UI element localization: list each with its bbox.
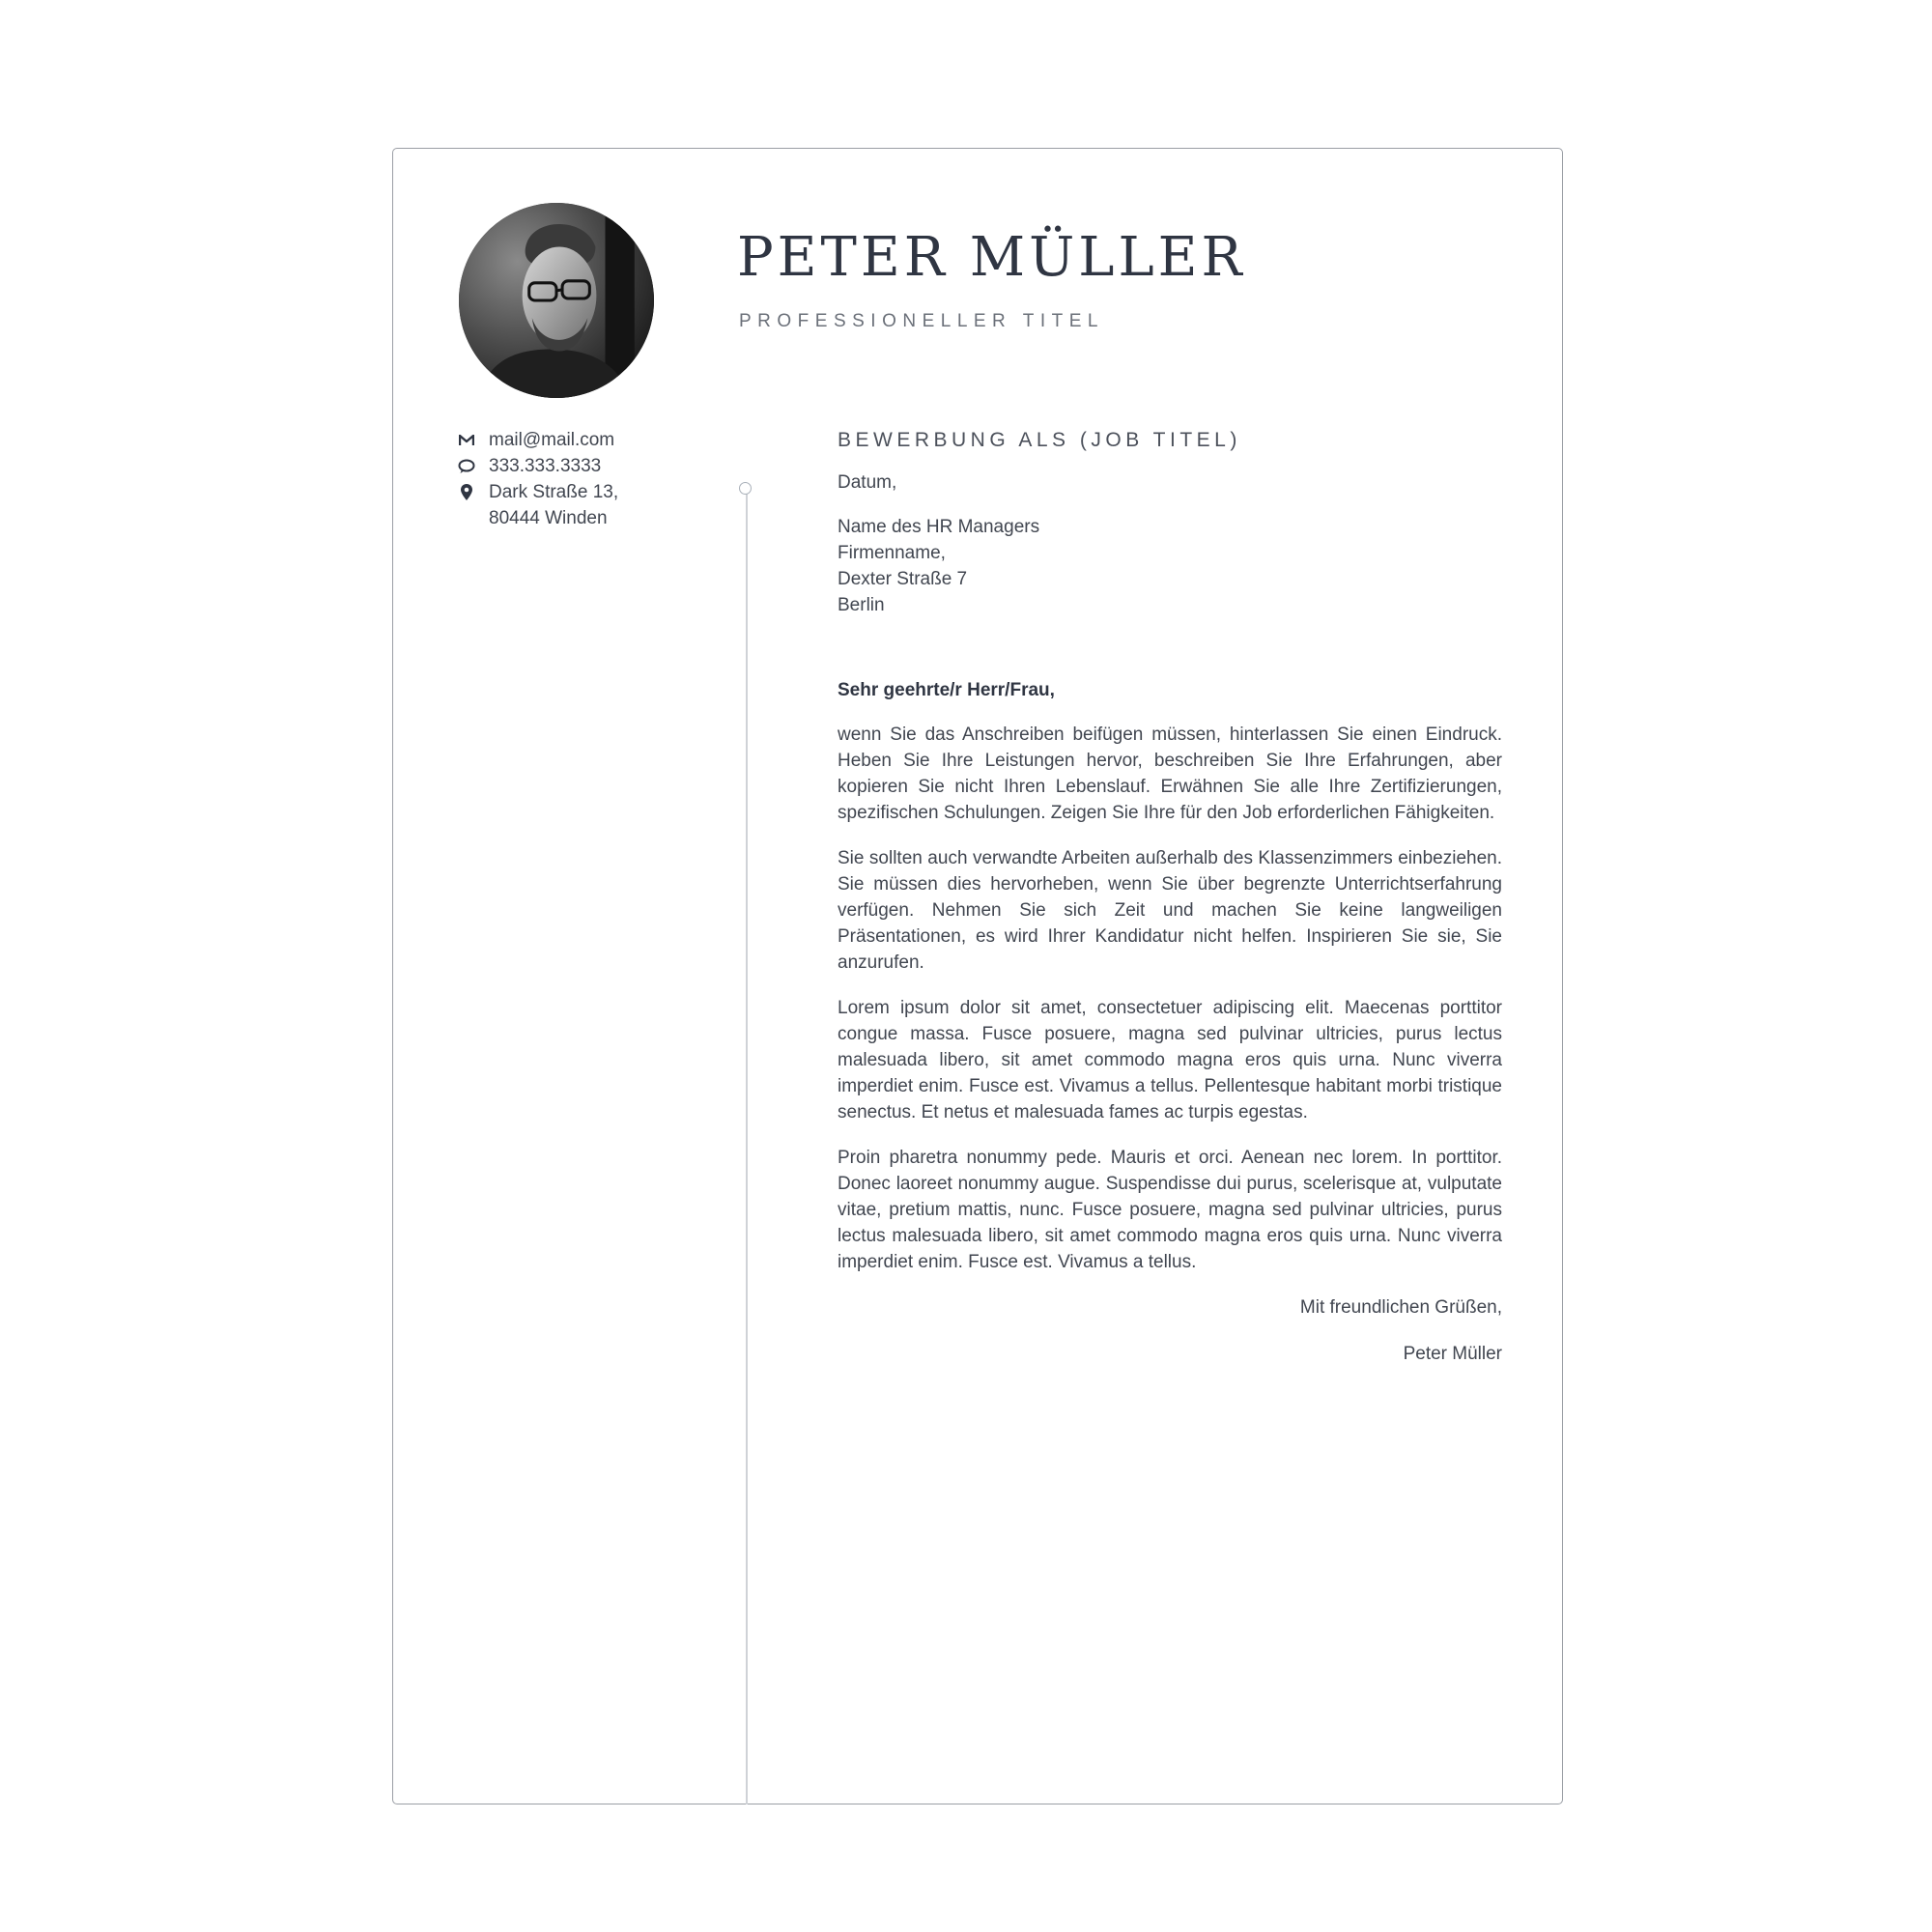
address-line-2: 80444 Winden (489, 508, 608, 528)
signature-name: Peter Müller (1403, 1344, 1502, 1364)
phone-text: 333.333.3333 (489, 456, 602, 476)
address-line-1: Dark Straße 13, (489, 482, 619, 502)
closing-line: Mit freundlichen Grüßen, (1299, 1297, 1502, 1318)
recipient-line: Name des HR Managers (838, 517, 1040, 537)
timeline-dot (739, 482, 752, 495)
letter-body (838, 427, 1502, 1367)
salutation: Sehr geehrte/r Herr/Frau, (838, 680, 1055, 700)
profile-photo (459, 203, 654, 398)
email-text: mail@mail.com (489, 430, 615, 450)
body-paragraph: Proin pharetra nonummy pede. Mauris et orci. Aenean nec lorem. In porttitor. Donec laoreet nonummy augue. Suspendisse dui purus, scelerisque at, vulputate vitae, pretium mattis, nunc. Fusce posuere, magna sed pulvinar ultricies, purus lectus malesuada libero, sit amet commodo magna eros quis urna. Nunc viverra imperdiet enim. Fusce est. Vivamus a tellus. (838, 1148, 1502, 1272)
body-paragraph: Sie sollten auch verwandte Arbeiten außerhalb des Klassenzimmers einbeziehen. Sie müssen dies hervorheben, wenn Sie über begrenzte Unterrichtserfahrung verfügen. Nehmen Sie sich Zeit und machen Sie keine langweiligen Präsentationen, es wird Ihrer Kandidatur nicht helfen. Inspirieren Sie sie, Sie anzurufen. (838, 848, 1502, 973)
contact-email (457, 427, 618, 453)
recipient-line: Dexter Straße 7 (838, 569, 968, 589)
body-paragraph: Lorem ipsum dolor sit amet, consectetuer adipiscing elit. Maecenas porttitor congue massa. Fusce posuere, magna sed pulvinar ultricies, purus lectus malesuada libero, sit amet commodo magna eros quis urna. Nunc viverra imperdiet enim. Fusce est. Vivamus a tellus. Pellentesque habitant morbi tristique senectus. Et netus et malesuada fames ac turpis egestas. (838, 998, 1502, 1122)
location-pin-icon (457, 479, 476, 505)
recipient-address (838, 514, 1502, 618)
portrait-image (459, 203, 654, 398)
contact-phone (457, 453, 618, 479)
cover-letter-page (392, 148, 1563, 1804)
speech-bubble-icon (457, 453, 476, 479)
body-paragraph: wenn Sie das Anschreiben beifügen müssen, hinterlassen Sie einen Eindruck. Heben Sie Ihre Leistungen hervor, beschreiben Sie Ihre Erfahrungen, aber kopieren Sie nicht Ihren Lebenslauf. Erwähnen Sie alle Ihre Zertifizierungen, spezifischen Schulungen. Zeigen Sie Ihre für den Job erforderlichen Fähigkeiten. (838, 724, 1502, 823)
applicant-name: PETER MÜLLER (737, 226, 1246, 289)
mail-icon (457, 427, 476, 453)
job-title-heading: BEWERBUNG ALS (JOB TITEL) (838, 429, 1241, 451)
address-text (489, 479, 618, 531)
contact-address (457, 479, 618, 531)
contact-info (457, 427, 618, 531)
timeline-line (746, 489, 748, 1804)
recipient-line: Firmenname, (838, 543, 946, 563)
date-line: Datum, (838, 472, 897, 493)
professional-title: PROFESSIONELLER TITEL (739, 311, 1104, 331)
recipient-line: Berlin (838, 595, 885, 615)
